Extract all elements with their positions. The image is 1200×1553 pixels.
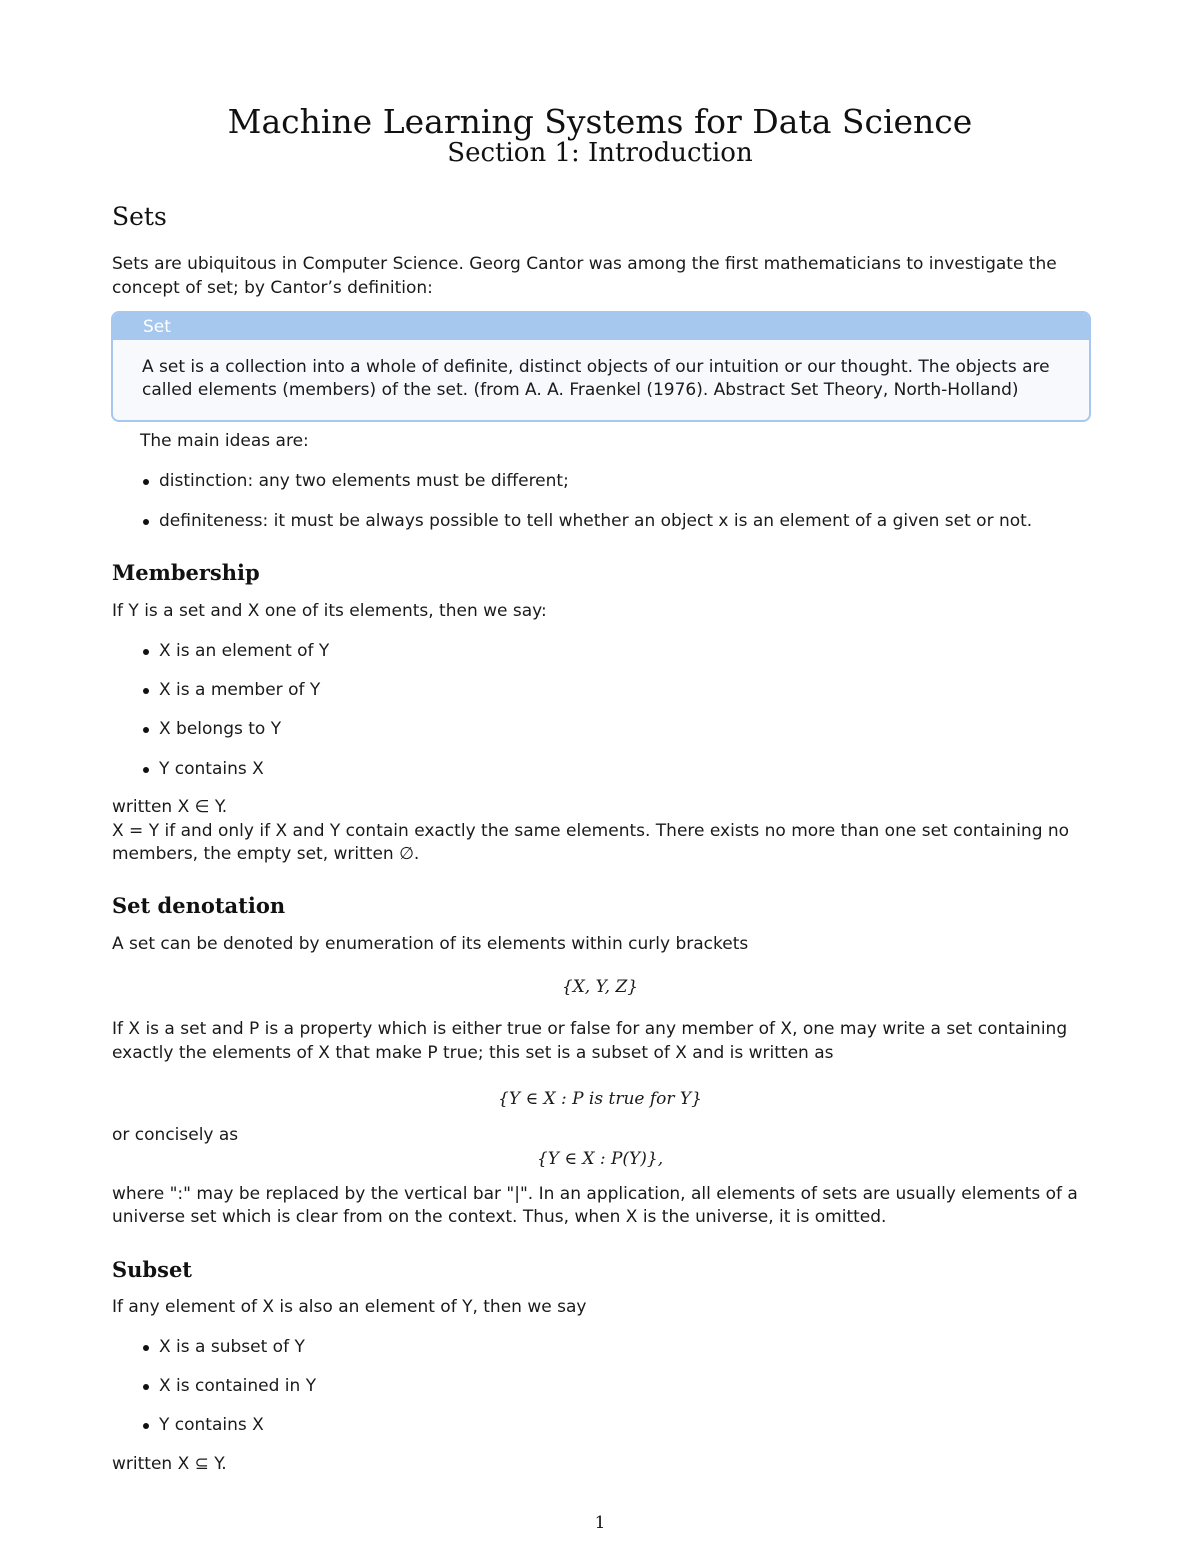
definition-box-title: Set: [143, 317, 171, 337]
denotation-where-line-2: universe set which is clear from on the context. Thus, when X is the universe, it is omitted.: [112, 1207, 887, 1227]
heading-sets: Sets: [112, 202, 167, 231]
denotation-intro: A set can be denoted by enumeration of its elements within curly brackets: [112, 934, 749, 954]
list-item: X is contained in Y: [159, 1376, 317, 1396]
membership-para-line-2: members, the empty set, written ∅.: [112, 844, 420, 864]
heading-subset: Subset: [112, 1257, 193, 1282]
bullet-dot: [143, 1345, 149, 1351]
denotation-para-line-1: If X is a set and P is a property which is either true or false for any member of X, one may write a set containing: [112, 1019, 1068, 1039]
list-item: X is a subset of Y: [159, 1337, 305, 1357]
bullet-dot: [143, 519, 149, 525]
equation-enumeration: {X, Y, Z}: [561, 977, 639, 997]
membership-para-line-1: X = Y if and only if X and Y contain exactly the same elements. There exists no more than one set containing no: [112, 821, 1070, 841]
denotation-concise-label: or concisely as: [112, 1125, 239, 1145]
list-item: X is a member of Y: [159, 680, 321, 700]
heading-set-denotation: Set denotation: [112, 893, 286, 918]
definition-box-header: [113, 313, 1089, 340]
page-number: 1: [594, 1513, 606, 1533]
list-item: X is an element of Y: [159, 641, 330, 661]
subset-written: written X ⊆ Y.: [112, 1454, 227, 1474]
denotation-where-line-1: where ":" may be replaced by the vertical bar "|". In an application, all elements of sets are usually elements of a: [112, 1184, 1078, 1204]
bullet-dot: [143, 767, 149, 773]
definition-line-2: called elements (members) of the set. (from A. A. Fraenkel (1976). Abstract Set Theory, North-Holland): [142, 380, 1019, 400]
equation-set-builder-concise: {Y ∈ X : P(Y)},: [536, 1149, 664, 1169]
bullet-dot: [143, 1423, 149, 1429]
list-item: Y contains X: [159, 759, 264, 779]
membership-written: written X ∈ Y.: [112, 797, 228, 817]
document-title: Machine Learning Systems for Data Science: [227, 102, 973, 141]
bullet-dot: [143, 1384, 149, 1390]
bullet-dot: [143, 688, 149, 694]
subset-intro: If any element of X is also an element of Y, then we say: [112, 1297, 587, 1317]
document-subtitle: Section 1: Introduction: [447, 138, 753, 168]
list-item: X belongs to Y: [159, 719, 282, 739]
sets-intro-line-1: Sets are ubiquitous in Computer Science. Georg Cantor was among the first mathematicians to investigate the: [112, 254, 1057, 274]
list-item: distinction: any two elements must be different;: [159, 471, 569, 491]
denotation-para-line-2: exactly the elements of X that make P true; this set is a subset of X and is written as: [112, 1043, 834, 1063]
bullet-dot: [143, 479, 149, 485]
list-item: Y contains X: [159, 1415, 264, 1435]
definition-line-1: A set is a collection into a whole of definite, distinct objects of our intuition or our thought. The objects are: [142, 357, 1050, 377]
main-ideas-label: The main ideas are:: [140, 431, 309, 451]
heading-membership: Membership: [112, 560, 260, 585]
bullet-dot: [143, 727, 149, 733]
sets-intro-line-2: concept of set; by Cantor’s definition:: [112, 278, 433, 298]
equation-set-builder: {Y ∈ X : P is true for Y}: [498, 1089, 702, 1109]
list-item: definiteness: it must be always possible to tell whether an object x is an element of a given set or not.: [159, 511, 1033, 531]
membership-intro: If Y is a set and X one of its elements, then we say:: [112, 601, 547, 621]
bullet-dot: [143, 649, 149, 655]
